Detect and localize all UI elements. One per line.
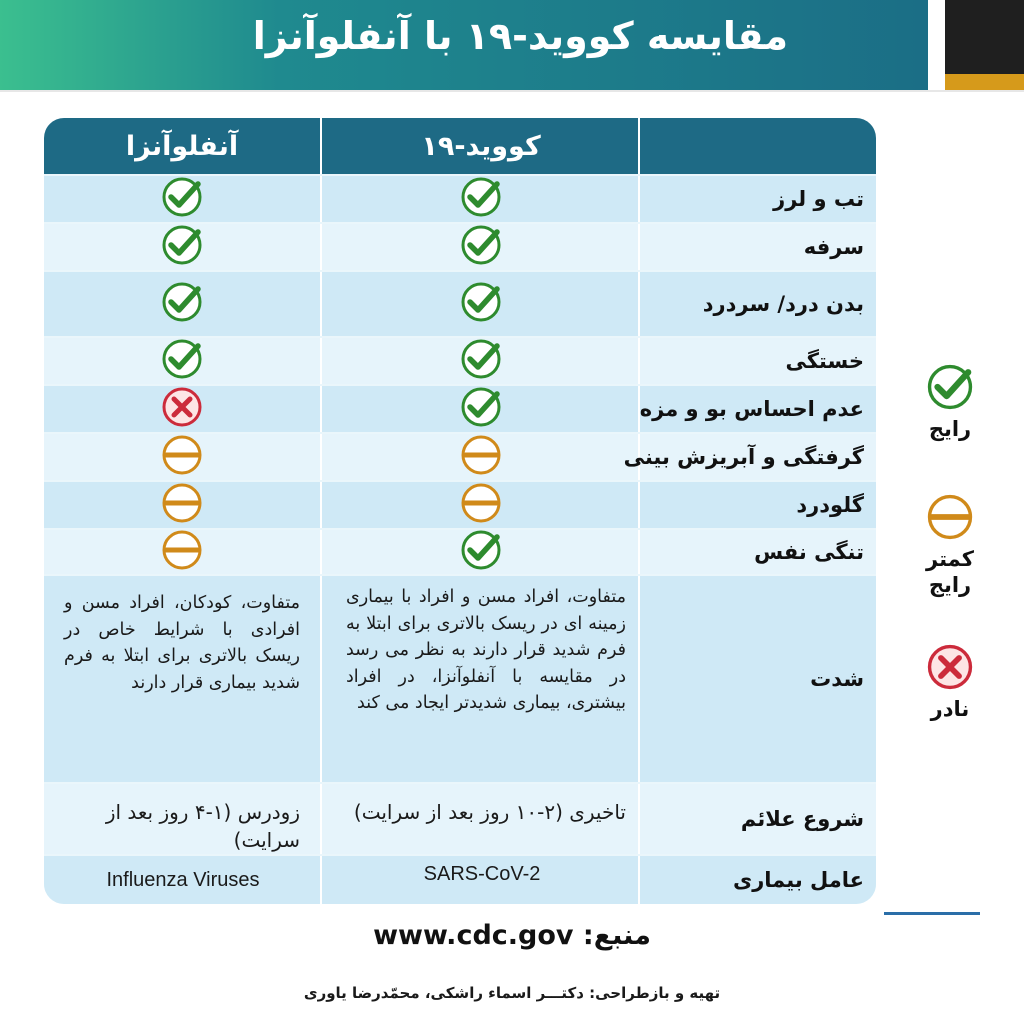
- row-label: خستگی: [785, 349, 864, 373]
- covid-status-cell: [324, 530, 640, 574]
- influenza-status-cell: [44, 272, 322, 336]
- table-row-severity: [44, 576, 876, 782]
- covid-status-cell: [324, 176, 640, 222]
- legend-label-less-common-2: رایج: [928, 573, 972, 597]
- column-header-covid: کووید-۱۹: [324, 118, 640, 174]
- check-icon: [160, 223, 204, 271]
- table-row: [44, 530, 876, 574]
- onset-influenza: زودرس (۱-۴ روز بعد از سرایت): [105, 800, 300, 852]
- header-banner: [0, 0, 928, 90]
- legend-label-common: رایج: [928, 417, 972, 441]
- table-row-onset: [44, 784, 876, 854]
- check-icon: [912, 362, 988, 416]
- comparison-table: [44, 118, 876, 904]
- row-label: سرفه: [803, 235, 864, 259]
- table-row: [44, 434, 876, 480]
- check-icon: [459, 385, 503, 433]
- influenza-status-cell: [44, 224, 322, 270]
- accent-line: [884, 912, 980, 915]
- row-label: عدم احساس بو و مزه: [639, 397, 864, 421]
- check-icon: [459, 280, 503, 328]
- table-row: [44, 224, 876, 270]
- legend-less-common: [912, 492, 988, 598]
- source-text: منبع: www.cdc.gov: [373, 920, 651, 951]
- column-header-influenza: آنفلوآنزا: [44, 118, 322, 174]
- covid-status-cell: [324, 338, 640, 384]
- legend-rare: [912, 642, 988, 722]
- cross-icon: [912, 642, 988, 696]
- column-header-empty: [642, 118, 876, 174]
- onset-covid: تاخیری (۲-۱۰ روز بعد از سرایت): [353, 800, 626, 824]
- row-label-onset: شروع علائم: [740, 807, 864, 831]
- minus-circle-icon: [160, 433, 204, 481]
- covid-status-cell: [324, 482, 640, 528]
- row-label-agent: عامل بیماری: [732, 868, 864, 892]
- check-icon: [459, 528, 503, 576]
- check-icon: [160, 337, 204, 385]
- covid-status-cell: [324, 224, 640, 270]
- influenza-status-cell: [44, 338, 322, 384]
- minus-circle-icon: [912, 492, 988, 546]
- minus-circle-icon: [459, 481, 503, 529]
- cross-icon: [160, 385, 204, 433]
- check-icon: [160, 280, 204, 328]
- divider: [0, 90, 1024, 92]
- table-row: [44, 386, 876, 432]
- covid-status-cell: [324, 272, 640, 336]
- influenza-status-cell: [44, 482, 322, 528]
- covid-status-cell: [324, 386, 640, 432]
- minus-circle-icon: [160, 481, 204, 529]
- row-label: گلودرد: [796, 493, 864, 517]
- influenza-status-cell: [44, 434, 322, 480]
- legend-label-rare: نادر: [930, 697, 970, 721]
- row-label: گرفتگی و آبریزش بینی: [623, 445, 864, 469]
- row-label: تنگی نفس: [754, 540, 864, 564]
- page-title: مقایسه کووید-۱۹ با آنفلوآنزا: [252, 14, 788, 58]
- severity-covid: متفاوت، افراد مسن و افراد با بیماری زمینه ای در ریسک بالاتری برای ابتلا به فرم شدید قرار دارند به نظر می رسد در مقایسه با آنفلوآنزا، در افراد بیشتری، بیماری شدیدتر ایجاد می کند: [346, 587, 626, 713]
- legend-label-less-common-1: کمتر: [926, 547, 974, 571]
- influenza-status-cell: [44, 386, 322, 432]
- row-label-severity: شدت: [810, 667, 864, 691]
- severity-influenza: متفاوت، کودکان، افراد مسن و افرادی با شرایط خاص در ریسک بالاتری برای ابتلا به فرم شدید بیماری قرار دارند: [64, 593, 300, 693]
- corner-block: [945, 0, 1024, 74]
- influenza-status-cell: [44, 530, 322, 574]
- minus-circle-icon: [459, 433, 503, 481]
- table-row: [44, 482, 876, 528]
- row-label: بدن درد/ سردرد: [702, 292, 864, 316]
- table-row: [44, 338, 876, 384]
- table-header-row: [44, 118, 876, 174]
- check-icon: [459, 175, 503, 223]
- check-icon: [459, 337, 503, 385]
- agent-covid: SARS-CoV-2: [423, 863, 541, 885]
- influenza-status-cell: [44, 176, 322, 222]
- corner-accent: [945, 74, 1024, 90]
- legend-common: [912, 362, 988, 442]
- credit-text: تهیه و بازطراحی: دکتـــر اسماء راشکی، محمّدرضا یاوری: [303, 984, 721, 1002]
- check-icon: [160, 175, 204, 223]
- covid-status-cell: [324, 434, 640, 480]
- table-row-agent: [44, 856, 876, 904]
- row-label: تب و لرز: [773, 187, 864, 211]
- table-row: [44, 272, 876, 336]
- check-icon: [459, 223, 503, 271]
- minus-circle-icon: [160, 528, 204, 576]
- table-row: [44, 176, 876, 222]
- agent-influenza: Influenza Viruses: [106, 869, 260, 891]
